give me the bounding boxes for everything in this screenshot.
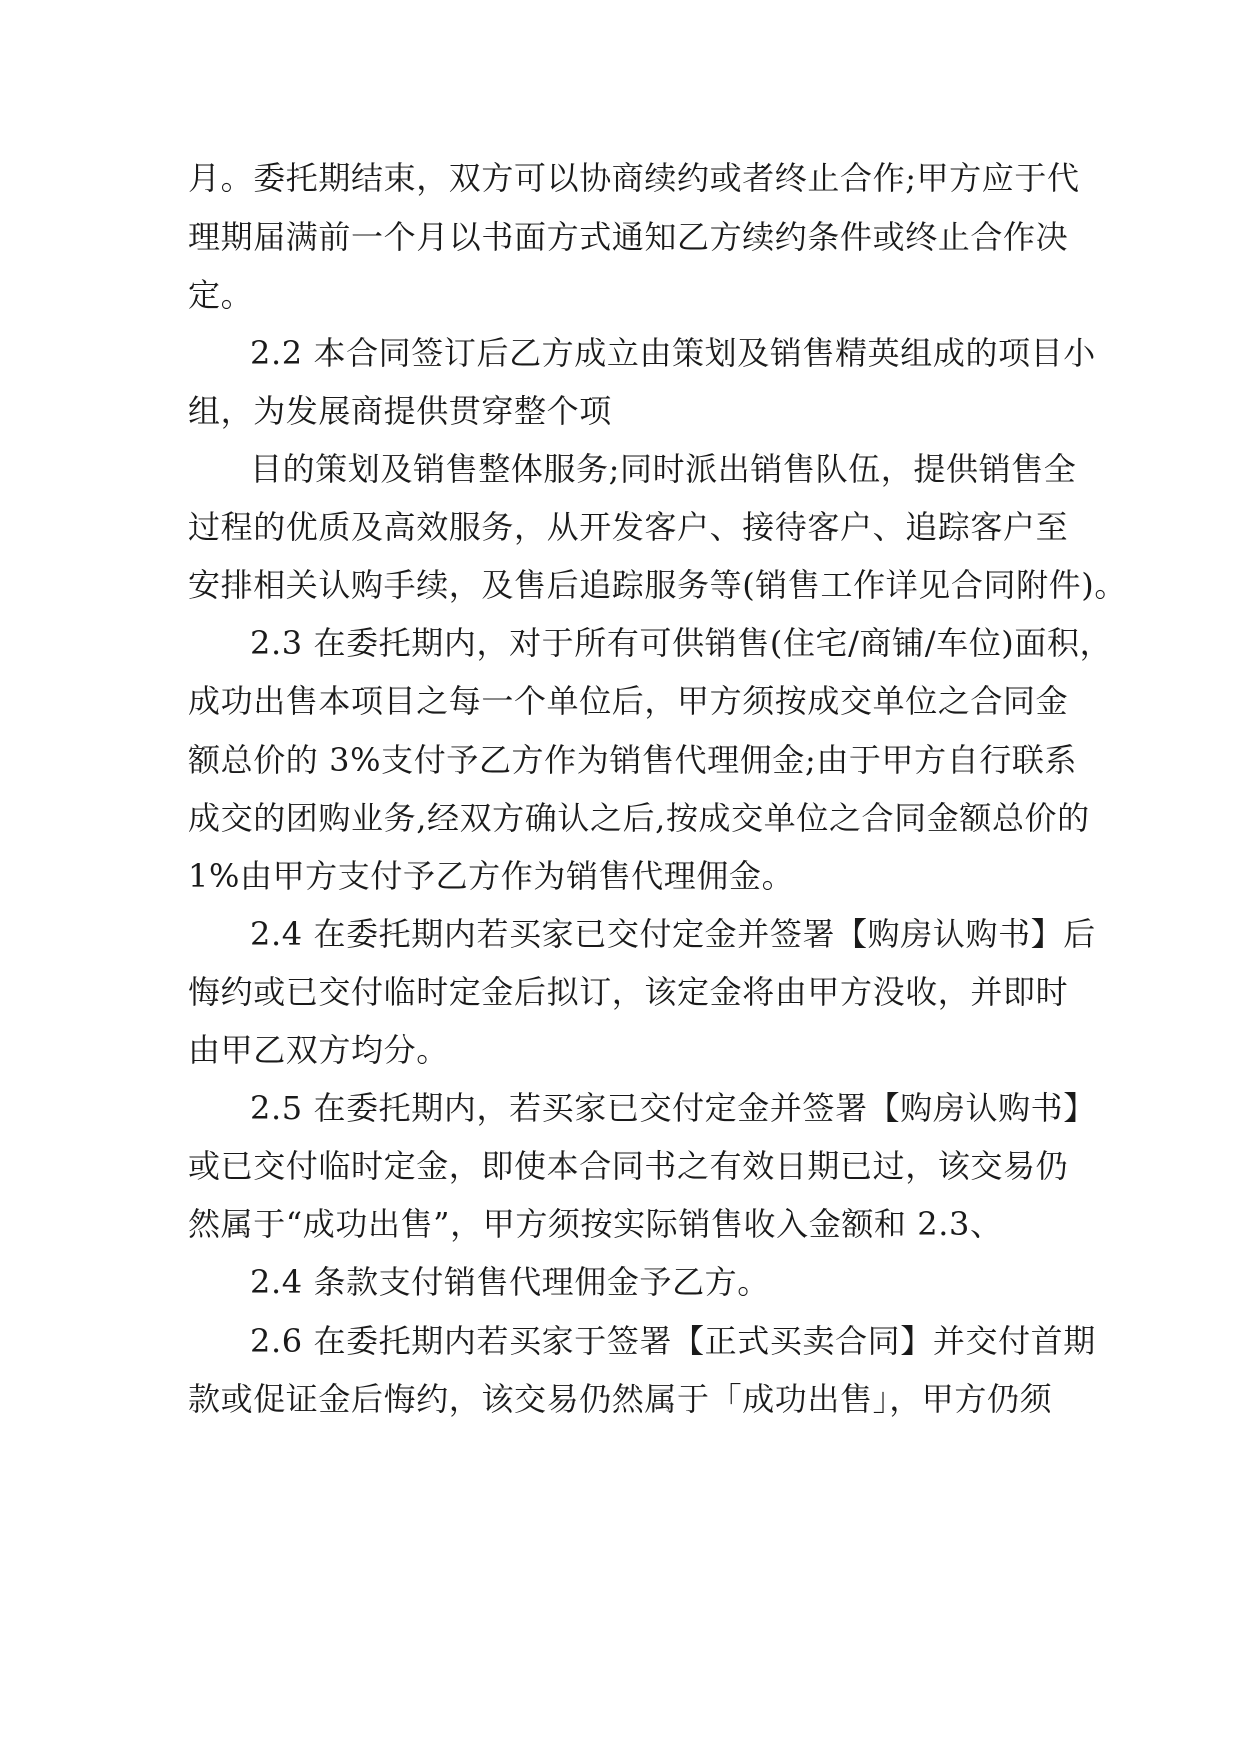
- text-line: 款或促证金后悔约，该交易仍然属于「成功出售」，甲方仍须: [188, 1380, 1053, 1418]
- text-line: 目的策划及销售整体服务;同时派出销售队伍，提供销售全: [250, 450, 1077, 488]
- text-line: 或已交付临时定金，即使本合同书之有效日期已过，该交易仍: [188, 1147, 1069, 1185]
- text-line: 2.4 条款支付销售代理佣金予乙方。: [250, 1263, 770, 1301]
- text-line: 安排相关认购手续，及售后追踪服务等(销售工作详见合同附件)。: [188, 566, 1127, 604]
- text-line: 然属于“成功出售”，甲方须按实际销售收入金额和 2.3、: [188, 1205, 1003, 1243]
- text-line: 2.3 在委托期内，对于所有可供销售(住宅/商铺/车位)面积，: [250, 624, 1113, 662]
- text-line: 月。委托期结束，双方可以协商续约或者终止合作;甲方应于代: [188, 159, 1080, 197]
- text-line: 过程的优质及高效服务，从开发客户、接待客户、追踪客户至: [188, 508, 1069, 546]
- text-line: 成交的团购业务,经双方确认之后,按成交单位之合同金额总价的: [188, 799, 1090, 837]
- text-line: 成功出售本项目之每一个单位后，甲方须按成交单位之合同金: [188, 682, 1069, 720]
- text-line: 2.4 在委托期内若买家已交付定金并签署【购房认购书】后: [250, 915, 1096, 953]
- text-line: 理期届满前一个月以书面方式通知乙方续约条件或终止合作决: [188, 218, 1069, 256]
- text-line: 2.2 本合同签订后乙方成立由策划及销售精英组成的项目小: [250, 334, 1096, 372]
- text-line: 由甲乙双方均分。: [188, 1031, 449, 1069]
- text-line: 组，为发展商提供贯穿整个项: [188, 392, 612, 430]
- text-line: 定。: [188, 276, 254, 314]
- text-line: 2.5 在委托期内，若买家已交付定金并签署【购房认购书】: [250, 1089, 1096, 1127]
- text-line: 额总价的 3%支付予乙方作为销售代理佣金;由于甲方自行联系: [188, 741, 1078, 779]
- text-line: 悔约或已交付临时定金后拟订，该定金将由甲方没收，并即时: [188, 973, 1069, 1011]
- text-line: 1%由甲方支付予乙方作为销售代理佣金。: [188, 857, 795, 895]
- text-line: 2.6 在委托期内若买家于签署【正式买卖合同】并交付首期: [250, 1322, 1096, 1360]
